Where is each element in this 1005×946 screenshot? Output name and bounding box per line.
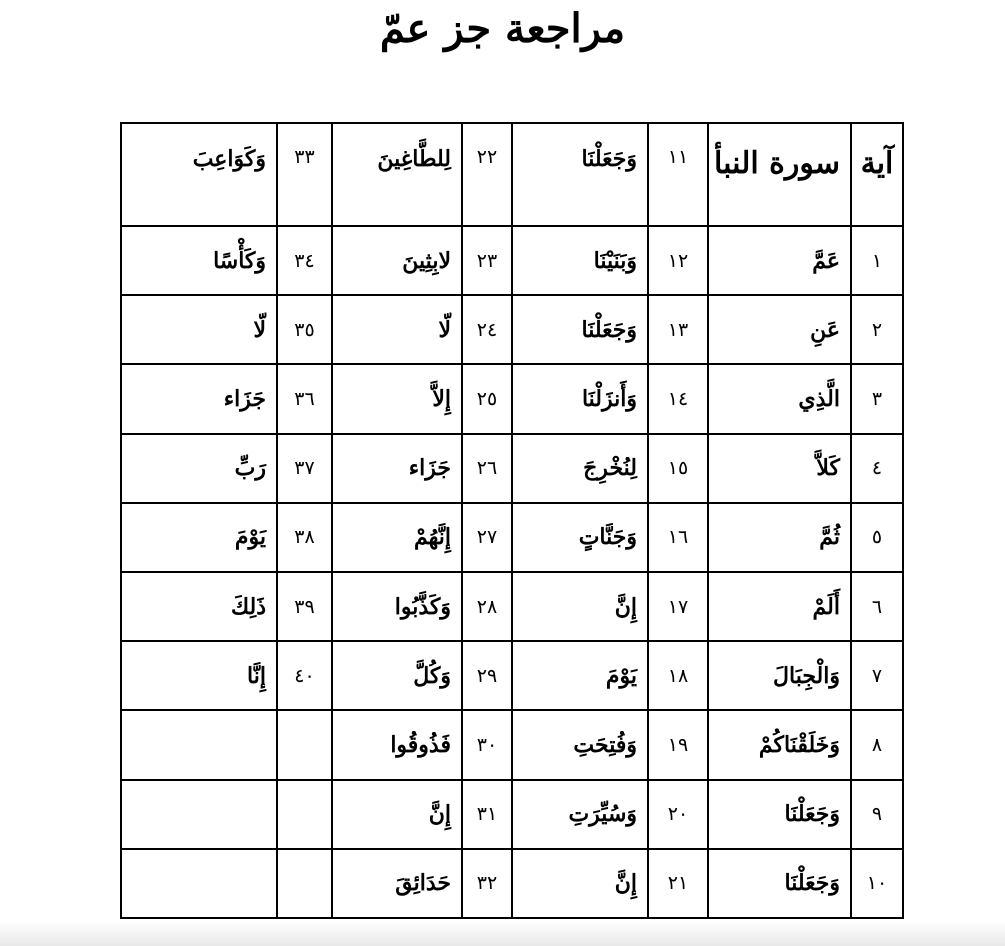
ayah-word: وَفُتِحَتِ [512, 710, 648, 779]
ayah-number: ٢٣ [462, 226, 512, 295]
ayah-number: ٣٧ [277, 434, 332, 503]
ayah-number: ٢٥ [462, 364, 512, 433]
ayah-word: وَبَنَيْنَا [512, 226, 648, 295]
ayah-number [277, 849, 332, 918]
ayah-word: عَمَّ [708, 226, 851, 295]
ayah-number: ١ [851, 226, 903, 295]
ayah-number: ١٥ [648, 434, 708, 503]
ayah-number: ٢٢ [462, 123, 512, 226]
table-row [121, 226, 903, 295]
surah-name-header: سورة النبأ [708, 123, 851, 226]
ayah-number: ٣٣ [277, 123, 332, 226]
table-row [121, 780, 903, 849]
table-row [121, 572, 903, 641]
ayah-number: ١٨ [648, 641, 708, 710]
ayah-word: لّا [332, 295, 462, 364]
table-row [121, 710, 903, 779]
ayah-number: ١٠ [851, 849, 903, 918]
ayah-number: ١٦ [648, 503, 708, 572]
ayah-number [277, 780, 332, 849]
ayah-number [277, 710, 332, 779]
table-row [121, 295, 903, 364]
table-row [121, 503, 903, 572]
ayah-number: ٣٤ [277, 226, 332, 295]
ayah-number: ٢٠ [648, 780, 708, 849]
ayah-word: كَلاَّ [708, 434, 851, 503]
ayah-word [121, 849, 277, 918]
ayah-number: ٣٩ [277, 572, 332, 641]
ayah-word: إِنَّ [512, 572, 648, 641]
ayah-number: ٢ [851, 295, 903, 364]
ayah-word: أَلَمْ [708, 572, 851, 641]
ayah-number: ٢٩ [462, 641, 512, 710]
ayah-number: ٢١ [648, 849, 708, 918]
ayah-number: ٣٦ [277, 364, 332, 433]
table-row [121, 434, 903, 503]
ayah-number: ٥ [851, 503, 903, 572]
ayah-number: ٢٧ [462, 503, 512, 572]
ayah-word: حَدَائِقَ [332, 849, 462, 918]
ayah-word: لِلطَّاغِينَ [332, 123, 462, 226]
ayah-word: جَزَاء [121, 364, 277, 433]
ayah-word: رَبِّ [121, 434, 277, 503]
ayah-word: وَالْجِبَالَ [708, 641, 851, 710]
ayah-number: ٢٦ [462, 434, 512, 503]
ayah-word: وَجَنَّاتٍ [512, 503, 648, 572]
ayah-number: ١٢ [648, 226, 708, 295]
ayah-number: ٣ [851, 364, 903, 433]
ayah-word: يَوْمَ [512, 641, 648, 710]
ayah-number: ١٧ [648, 572, 708, 641]
ayah-word: ذَلِكَ [121, 572, 277, 641]
ayah-number: ٢٤ [462, 295, 512, 364]
ayah-number: ٣٢ [462, 849, 512, 918]
ayah-word: وَسُيِّرَتِ [512, 780, 648, 849]
header-row [121, 123, 903, 226]
ayah-word: وَكَوَاعِبَ [121, 123, 277, 226]
ayah-word: وَجَعَلْنَا [512, 123, 648, 226]
ayah-word: إِنَّ [332, 780, 462, 849]
ayah-number: ١٤ [648, 364, 708, 433]
ayah-word: وَجَعَلْنَا [512, 295, 648, 364]
ayah-word: ثُمَّ [708, 503, 851, 572]
ayah-number: ٢٨ [462, 572, 512, 641]
ayah-number: ٩ [851, 780, 903, 849]
ayah-number: ٨ [851, 710, 903, 779]
ayah-word: إِلاَّ [332, 364, 462, 433]
ayah-word: وَجَعَلْنَا [708, 780, 851, 849]
table-row [121, 364, 903, 433]
ayah-number: ٧ [851, 641, 903, 710]
ayah-word [121, 710, 277, 779]
ayah-word: إِنَّا [121, 641, 277, 710]
ayah-word: وَكُلَّ [332, 641, 462, 710]
ayah-word: الَّذِي [708, 364, 851, 433]
review-table [120, 122, 904, 919]
ayah-word: وَكَذَّبُوا [332, 572, 462, 641]
ayah-word: جَزَاء [332, 434, 462, 503]
ayah-number: ١٩ [648, 710, 708, 779]
ayah-word: عَنِ [708, 295, 851, 364]
ayah-number: ٣٠ [462, 710, 512, 779]
ayah-number: ٤٠ [277, 641, 332, 710]
ayah-word: وَجَعَلْنَا [708, 849, 851, 918]
ayah-number: ١١ [648, 123, 708, 226]
table-row [121, 849, 903, 918]
ayah-number: ١٣ [648, 295, 708, 364]
ayah-word: وَكَأْسًا [121, 226, 277, 295]
ayah-number: ٣٥ [277, 295, 332, 364]
ayah-number: ٦ [851, 572, 903, 641]
ayah-word: إِنَّ [512, 849, 648, 918]
ayah-word: وَخَلَقْنَاكُمْ [708, 710, 851, 779]
ayah-word: لّا [121, 295, 277, 364]
ayah-header: آية [851, 123, 903, 226]
page-title: مراجعة جز عمّ [379, 5, 626, 52]
ayah-word: لابِثِينَ [332, 226, 462, 295]
page-bottom-edge [0, 920, 1005, 946]
table-row [121, 641, 903, 710]
ayah-number: ٤ [851, 434, 903, 503]
ayah-number: ٣١ [462, 780, 512, 849]
ayah-word: يَوْمَ [121, 503, 277, 572]
ayah-word: إِنَّهُمْ [332, 503, 462, 572]
ayah-word: وَأَنزَلْنَا [512, 364, 648, 433]
ayah-word [121, 780, 277, 849]
ayah-number: ٣٨ [277, 503, 332, 572]
ayah-word: لِنُخْرِجَ [512, 434, 648, 503]
ayah-word: فَذُوقُوا [332, 710, 462, 779]
